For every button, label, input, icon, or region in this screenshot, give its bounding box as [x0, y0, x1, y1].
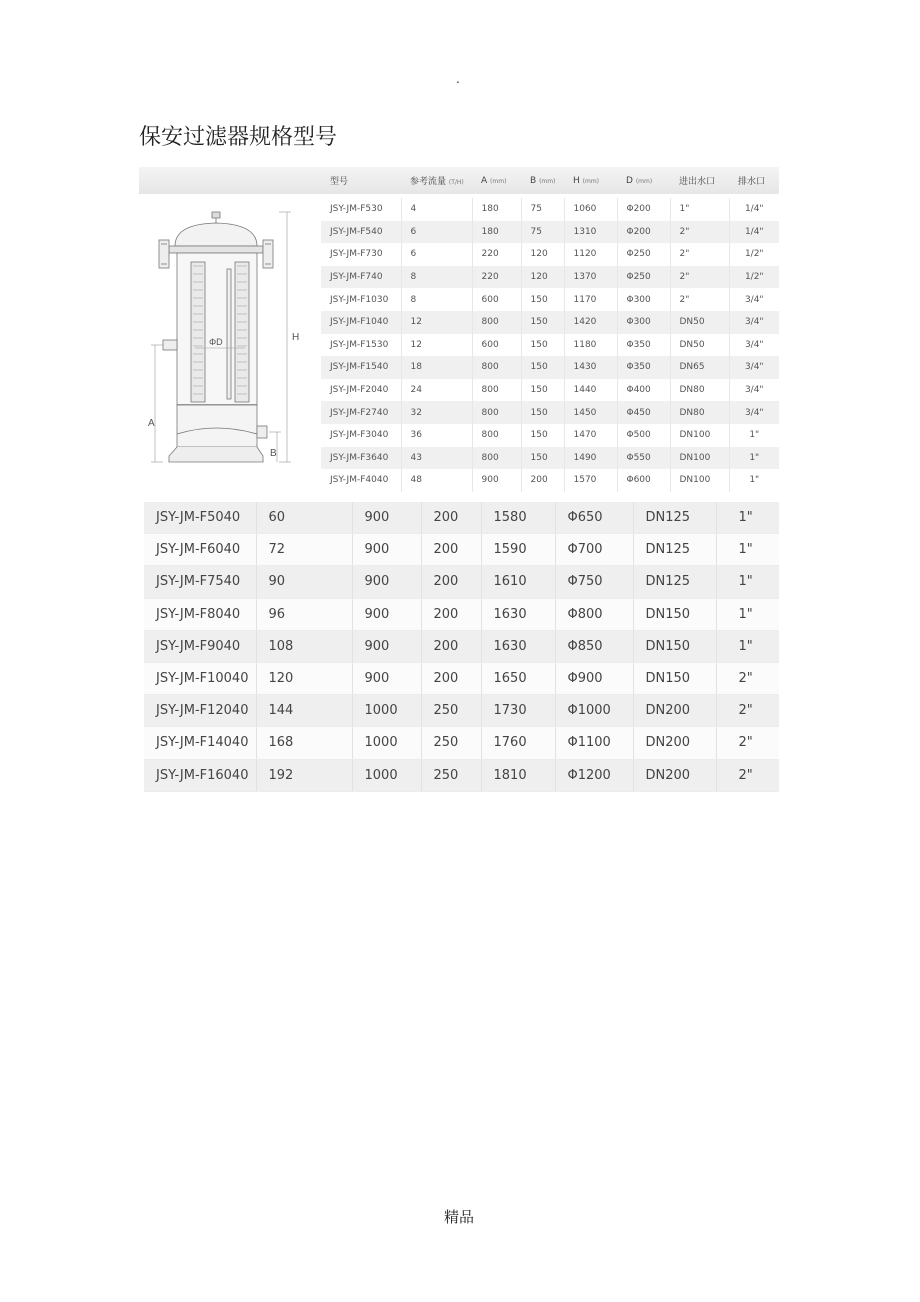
table-cell: 1610 — [481, 566, 555, 598]
table-cell: DN100 — [670, 424, 729, 447]
table-cell: 150 — [521, 447, 564, 470]
table-row — [321, 401, 779, 424]
table-cell: 200 — [421, 502, 481, 534]
table-cell: 1120 — [564, 243, 617, 266]
table-cell: DN125 — [633, 566, 716, 598]
table-cell: JSY-JM-F8040 — [144, 598, 256, 630]
table-cell: 120 — [521, 266, 564, 289]
table-cell: 1" — [716, 566, 779, 598]
column-header — [617, 167, 670, 196]
table-cell: 1490 — [564, 447, 617, 470]
table-cell: 800 — [472, 379, 521, 402]
dimension-label-d: ΦD — [209, 337, 223, 347]
table-cell: 1430 — [564, 356, 617, 379]
table-cell: JSY-JM-F1530 — [321, 334, 401, 357]
table-cell: 24 — [401, 379, 472, 402]
table-cell: 72 — [256, 534, 352, 566]
table-cell: 3/4" — [729, 356, 779, 379]
table-cell: JSY-JM-F4040 — [321, 469, 401, 492]
table-row — [144, 759, 779, 791]
table-row — [144, 566, 779, 598]
table-cell: 75 — [521, 196, 564, 221]
table-cell: Φ750 — [555, 566, 633, 598]
table-cell: 120 — [256, 662, 352, 694]
table-cell: JSY-JM-F5040 — [144, 502, 256, 534]
table-cell: 2" — [670, 266, 729, 289]
table-cell: JSY-JM-F7540 — [144, 566, 256, 598]
table-cell: 12 — [401, 311, 472, 334]
table-cell: 200 — [421, 566, 481, 598]
table-cell: JSY-JM-F1030 — [321, 288, 401, 311]
table-cell: 3/4" — [744, 294, 764, 305]
table-cell: 1000 — [352, 727, 421, 759]
table-cell: 1" — [749, 475, 760, 486]
table-row — [144, 662, 779, 694]
table-cell: 1170 — [564, 288, 617, 311]
table-cell: Φ850 — [555, 630, 633, 662]
table-row — [321, 469, 779, 492]
table-cell: 180 — [472, 221, 521, 244]
column-header — [729, 167, 779, 196]
table-cell: 1" — [729, 447, 779, 470]
table-cell: JSY-JM-F16040 — [144, 759, 256, 791]
table-cell: 1000 — [352, 759, 421, 791]
table-cell: 60 — [256, 502, 352, 534]
table-cell: DN100 — [670, 469, 729, 492]
table-cell: 1000 — [352, 695, 421, 727]
table-cell: 200 — [421, 534, 481, 566]
table-cell: 250 — [421, 759, 481, 791]
spec-table-small — [321, 167, 779, 492]
table-cell: JSY-JM-F530 — [321, 196, 401, 221]
table-cell: 2" — [716, 727, 779, 759]
table-cell: 8 — [401, 266, 472, 289]
dome-lid — [175, 223, 257, 246]
table-cell: 220 — [472, 243, 521, 266]
column-header-label: A — [481, 175, 488, 186]
table-cell: 1420 — [564, 311, 617, 334]
table-cell: Φ650 — [555, 502, 633, 534]
table-cell: Φ300 — [617, 288, 670, 311]
table-row — [321, 334, 779, 357]
table-cell: 18 — [401, 356, 472, 379]
footer-text: 精品 — [444, 1208, 475, 1226]
table-row — [144, 502, 779, 534]
table-cell: Φ450 — [617, 401, 670, 424]
table-cell: Φ250 — [617, 243, 670, 266]
table-cell: JSY-JM-F2040 — [321, 379, 401, 402]
table-row — [321, 288, 779, 311]
column-header-label: 进出水口 — [679, 177, 716, 187]
column-header — [564, 167, 617, 196]
table-cell: 150 — [521, 379, 564, 402]
table-cell: JSY-JM-F3040 — [321, 424, 401, 447]
table-cell: 800 — [472, 447, 521, 470]
dimension-label-h: H — [292, 332, 300, 343]
table-cell: 1650 — [481, 662, 555, 694]
table-row — [144, 695, 779, 727]
table-cell: 1060 — [564, 196, 617, 221]
flange — [169, 246, 263, 253]
table-cell: Φ350 — [617, 334, 670, 357]
table-cell: 1370 — [564, 266, 617, 289]
table-cell: DN200 — [633, 727, 716, 759]
table-cell: 1810 — [481, 759, 555, 791]
table-cell: Φ500 — [617, 424, 670, 447]
table-cell: 900 — [352, 630, 421, 662]
table-cell: 600 — [472, 334, 521, 357]
table-cell: 200 — [421, 662, 481, 694]
table-row — [321, 424, 779, 447]
table-cell: DN150 — [633, 662, 716, 694]
table-cell: 8 — [401, 288, 472, 311]
table-cell: DN150 — [633, 630, 716, 662]
table-cell: 2" — [670, 221, 729, 244]
table-cell: JSY-JM-F14040 — [144, 727, 256, 759]
table-cell: Φ200 — [617, 196, 670, 221]
table-cell: DN80 — [670, 401, 729, 424]
table-cell: 800 — [472, 424, 521, 447]
table-cell: 1630 — [481, 598, 555, 630]
column-header-label: B — [530, 175, 537, 186]
table-cell: JSY-JM-F730 — [321, 243, 401, 266]
filter-housing-diagram — [139, 194, 321, 492]
support-legs — [169, 447, 263, 462]
table-cell: Φ1200 — [555, 759, 633, 791]
page-title: 保安过滤器规格型号 — [139, 125, 338, 150]
table-cell: 1" — [749, 430, 760, 441]
table-cell: 250 — [421, 695, 481, 727]
dimension-label-b: B — [270, 448, 277, 459]
table-cell: JSY-JM-F740 — [321, 266, 401, 289]
table-row — [321, 243, 779, 266]
table-cell: 168 — [256, 727, 352, 759]
lower-body — [177, 405, 257, 447]
table-cell: 1760 — [481, 727, 555, 759]
table-cell: 96 — [256, 598, 352, 630]
table-cell: JSY-JM-F1540 — [321, 356, 401, 379]
dimension-label-a: A — [148, 418, 155, 429]
table-row — [321, 196, 779, 221]
table-cell: 900 — [352, 534, 421, 566]
table-cell: 200 — [521, 469, 564, 492]
center-rod — [227, 269, 231, 399]
table-cell: DN50 — [670, 311, 729, 334]
table-cell: 1440 — [564, 379, 617, 402]
table-cell: Φ600 — [617, 469, 670, 492]
table-cell: 1" — [716, 598, 779, 630]
table-cell: 800 — [472, 311, 521, 334]
column-header — [472, 167, 521, 196]
column-header-label: H — [573, 175, 580, 186]
table-cell: 150 — [521, 334, 564, 357]
table-cell: 6 — [401, 243, 472, 266]
table-cell: DN80 — [670, 379, 729, 402]
table-cell: Φ1000 — [555, 695, 633, 727]
table-cell: 75 — [521, 221, 564, 244]
table-cell: 3/4" — [744, 385, 764, 396]
outlet-nozzle — [257, 426, 267, 438]
table-cell: Φ300 — [617, 311, 670, 334]
table-cell: 43 — [401, 447, 472, 470]
table-row — [321, 447, 779, 470]
table-cell: 900 — [352, 598, 421, 630]
table-cell: 150 — [521, 424, 564, 447]
table-cell: 250 — [421, 727, 481, 759]
table-cell: JSY-JM-F2740 — [321, 401, 401, 424]
table-cell: JSY-JM-F9040 — [144, 630, 256, 662]
filter-cartridge-left — [191, 262, 205, 402]
table-cell: DN150 — [633, 598, 716, 630]
table-cell: Φ1100 — [555, 727, 633, 759]
table-cell: 2" — [670, 243, 729, 266]
table-cell: 3/4" — [744, 339, 764, 350]
table-cell: 1" — [716, 630, 779, 662]
table-cell: 150 — [521, 288, 564, 311]
column-header — [670, 167, 729, 196]
table-cell: 120 — [521, 243, 564, 266]
table-cell: 1" — [670, 196, 729, 221]
table-header-row — [321, 167, 779, 196]
table-cell: 600 — [472, 288, 521, 311]
table-cell: 108 — [256, 630, 352, 662]
table-cell: 800 — [472, 401, 521, 424]
table-cell: 36 — [401, 424, 472, 447]
table-cell: 180 — [472, 196, 521, 221]
table-cell: 32 — [401, 401, 472, 424]
table-cell: JSY-JM-F3640 — [321, 447, 401, 470]
table-cell: 6 — [401, 221, 472, 244]
table-cell: Φ400 — [617, 379, 670, 402]
table-cell: DN125 — [633, 502, 716, 534]
table-cell: 2" — [716, 759, 779, 791]
table-cell: 144 — [256, 695, 352, 727]
top-vent — [212, 212, 220, 218]
column-header-label: 排水口 — [738, 177, 766, 187]
table-row — [144, 534, 779, 566]
table-cell: 150 — [521, 356, 564, 379]
table-cell: 150 — [521, 401, 564, 424]
table-cell: 12 — [401, 334, 472, 357]
table-cell: 2" — [670, 288, 729, 311]
table-cell: 1310 — [564, 221, 617, 244]
table-cell: 1/2" — [744, 249, 764, 260]
table-cell: Φ700 — [555, 534, 633, 566]
table-cell: 192 — [256, 759, 352, 791]
table-cell: 1730 — [481, 695, 555, 727]
table-cell: Φ800 — [555, 598, 633, 630]
table-cell: 1470 — [564, 424, 617, 447]
table-cell: 3/4" — [729, 311, 779, 334]
table-cell: JSY-JM-F12040 — [144, 695, 256, 727]
table-cell: 1" — [716, 502, 779, 534]
table-cell: 200 — [421, 630, 481, 662]
table-cell: Φ250 — [617, 266, 670, 289]
spec-block — [139, 167, 779, 492]
table-cell: DN100 — [670, 447, 729, 470]
table-cell: DN200 — [633, 695, 716, 727]
column-header-unit: (T/H) — [448, 179, 464, 186]
table-cell: Φ200 — [617, 221, 670, 244]
table-cell: 1570 — [564, 469, 617, 492]
table-row — [144, 630, 779, 662]
table-cell: 1590 — [481, 534, 555, 566]
table-cell: 4 — [401, 196, 472, 221]
table-cell: 900 — [472, 469, 521, 492]
column-header — [521, 167, 564, 196]
table-cell: 1180 — [564, 334, 617, 357]
table-row — [144, 598, 779, 630]
table-cell: JSY-JM-F1040 — [321, 311, 401, 334]
table-cell: 2" — [716, 662, 779, 694]
inlet-nozzle — [163, 340, 177, 350]
table-cell: 3/4" — [729, 401, 779, 424]
column-header-label: 参考流量 — [410, 177, 447, 187]
table-row — [321, 356, 779, 379]
table-cell: 900 — [352, 566, 421, 598]
table-cell: 900 — [352, 662, 421, 694]
column-header-unit: (mm) — [582, 177, 600, 185]
table-cell: Φ900 — [555, 662, 633, 694]
table-cell: Φ550 — [617, 447, 670, 470]
table-cell: DN50 — [670, 334, 729, 357]
top-dot-mark: . — [456, 72, 460, 86]
column-header-label: D — [626, 175, 633, 186]
column-header-unit: (mm) — [635, 177, 653, 185]
table-cell: 2" — [716, 695, 779, 727]
column-header-unit: (mm) — [539, 177, 556, 185]
spec-table-large — [144, 502, 779, 792]
table-cell: 90 — [256, 566, 352, 598]
table-cell: DN200 — [633, 759, 716, 791]
table-cell: 900 — [352, 502, 421, 534]
table-cell: DN125 — [633, 534, 716, 566]
table-cell: Φ350 — [617, 356, 670, 379]
table-cell: JSY-JM-F6040 — [144, 534, 256, 566]
table-cell: DN65 — [670, 356, 729, 379]
table-cell: 150 — [521, 311, 564, 334]
table-cell: 220 — [472, 266, 521, 289]
table-cell: 1/4" — [729, 221, 779, 244]
table-row — [321, 266, 779, 289]
table-cell: 800 — [472, 356, 521, 379]
table-cell: 1630 — [481, 630, 555, 662]
filter-cartridge-right — [235, 262, 249, 402]
table-cell: JSY-JM-F10040 — [144, 662, 256, 694]
table-cell: JSY-JM-F540 — [321, 221, 401, 244]
table-row — [321, 221, 779, 244]
table-row — [144, 727, 779, 759]
column-header-label: 型号 — [330, 177, 349, 187]
table-cell: 1580 — [481, 502, 555, 534]
table-row — [321, 379, 779, 402]
column-header — [321, 167, 401, 196]
table-cell: 1450 — [564, 401, 617, 424]
table-cell: 1" — [716, 534, 779, 566]
column-header — [401, 167, 472, 196]
table-row — [321, 311, 779, 334]
table-cell: 1/2" — [729, 266, 779, 289]
table-cell: 200 — [421, 598, 481, 630]
table-cell: 1/4" — [729, 196, 779, 221]
table-cell: 48 — [401, 469, 472, 492]
column-header-unit: (mm) — [490, 177, 507, 185]
